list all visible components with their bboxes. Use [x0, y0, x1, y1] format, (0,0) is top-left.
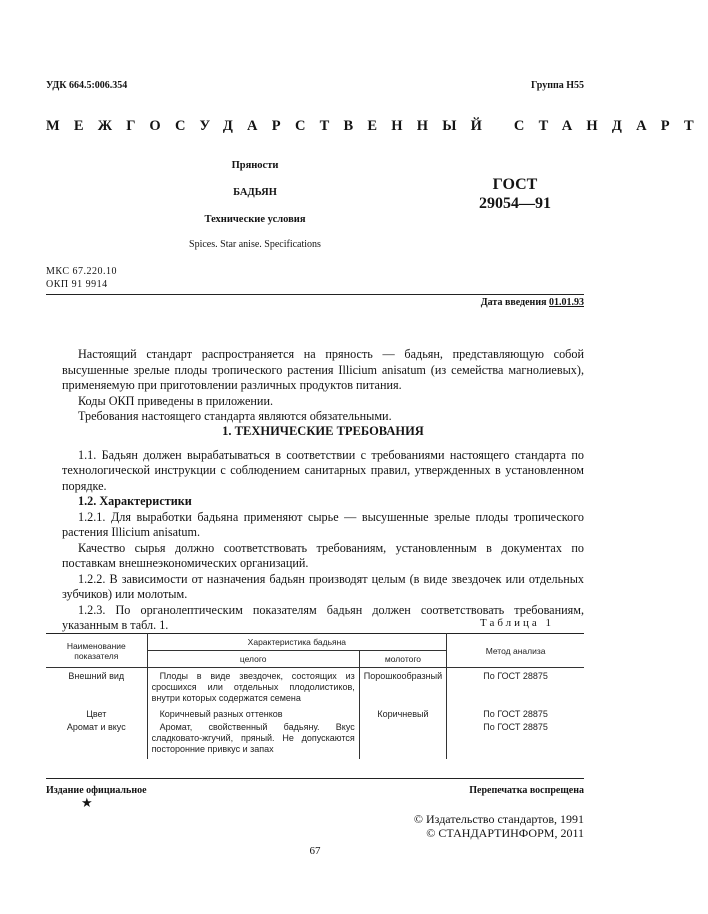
copyright-line-1: © Издательство стандартов, 1991 [413, 812, 584, 826]
clause-1-2-2: 1.2.2. В зависимости от назначения бадьян производят целым (в виде звездочек или отдельных зубчиков) или молотым. [62, 571, 584, 601]
gost-number: 29054—91 [479, 195, 551, 212]
col-header-method: Метод анализа [447, 634, 584, 668]
clause-1-2-heading: 1.2. Характеристики [78, 494, 192, 508]
intro-paragraph: Настоящий стандарт распространяется на пряность — бадьян, представляющую собой высушенные зрелые плоды тропического растения Illicium anisatum (из семейства магнолиевых), применяемую при приготовлении различных продуктов питания. [62, 347, 584, 392]
cell-method: По ГОСТ 28875 [447, 721, 584, 759]
table-caption: Таблица 1 [480, 617, 555, 629]
copyright-line-2: © СТАНДАРТИНФОРМ, 2011 [426, 826, 584, 840]
col-header-indicator: Наименование показателя [46, 634, 147, 668]
group-code: Группа Н55 [531, 80, 584, 91]
header-divider [46, 294, 584, 295]
footer-divider [46, 778, 584, 779]
table-row [46, 721, 584, 759]
doc-subtitle: Технические условия [204, 214, 306, 225]
table-row [46, 668, 584, 706]
mks-code: МКС 67.220.10 [46, 266, 117, 277]
clause-1-2-3: 1.2.3. По органолептическим показателям бадьян должен соответствовать требованиям, указанным в табл. 1. [62, 602, 584, 632]
intro-okp-note: Коды ОКП приведены в приложении. [78, 393, 274, 408]
intro-section [62, 347, 584, 425]
okp-code: ОКП 91 9914 [46, 279, 108, 290]
category-title: Пряности [231, 160, 279, 171]
cell-method: По ГОСТ 28875 [447, 668, 584, 706]
cell-ground: Порошкообразный [359, 668, 446, 706]
date-label: Дата введения [480, 297, 547, 308]
col-header-whole: целого [147, 651, 359, 668]
udk-code: УДК 664.5:006.354 [46, 80, 128, 91]
cell-whole: Коричневый разных оттенков [147, 705, 359, 721]
clause-1-2-1: 1.2.1. Для выработки бадьяна применяют сырье — высушенные зрелые плоды тропического растения Illicium anisatum. [62, 509, 584, 539]
col-header-characteristic: Характеристика бадьяна [147, 634, 447, 651]
col-header-ground: молотого [359, 651, 446, 668]
cell-indicator: Внешний вид [46, 668, 147, 706]
english-title: Spices. Star anise. Specifications [189, 239, 321, 250]
standard-type-heading: МЕЖГОСУДАРСТВЕННЫЙ СТАНДАРТ [46, 118, 708, 134]
cell-ground [359, 721, 446, 759]
gost-label: ГОСТ [492, 176, 538, 193]
table-row [46, 705, 584, 721]
organoleptic-table [46, 633, 584, 759]
edition-label: Издание официальное [46, 785, 147, 796]
section-1-title: 1. ТЕХНИЧЕСКИЕ ТРЕБОВАНИЯ [222, 424, 424, 438]
product-name: БАДЬЯН [233, 187, 277, 198]
reprint-notice: Перепечатка воспрещена [469, 785, 584, 796]
clause-1-2-1-quality: Качество сырья должно соответствовать требованиям, установленным в документах по поставкам внешнеэкономических организаций. [62, 540, 584, 570]
star-icon: ★ [81, 795, 93, 810]
page-number: 67 [309, 845, 321, 857]
cell-whole: Плоды в виде звездочек, состоящих из сросшихся или отдельных плодолистиков, внутри которых содержатся семена [147, 668, 359, 706]
cell-ground: Коричневый [359, 705, 446, 721]
cell-whole: Аромат, свойственный бадьяну. Вкус сладковато-жгучий, пряный. Не допускаются посторонние привкус и запах [147, 721, 359, 759]
intro-mandatory-note: Требования настоящего стандарта являются обязательными. [78, 409, 392, 423]
cell-indicator: Цвет [46, 705, 147, 721]
clause-1-1: 1.1. Бадьян должен вырабатываться в соответствии с требованиями настоящего стандарта по технологической инструкции с соблюдением санитарных правил, утвержденных в установленном порядке. [62, 447, 584, 493]
cell-method: По ГОСТ 28875 [447, 705, 584, 721]
section-1 [62, 424, 584, 634]
cell-indicator: Аромат и вкус [46, 721, 147, 759]
introduction-date [400, 297, 584, 308]
date-value: 01.01.93 [549, 297, 584, 308]
